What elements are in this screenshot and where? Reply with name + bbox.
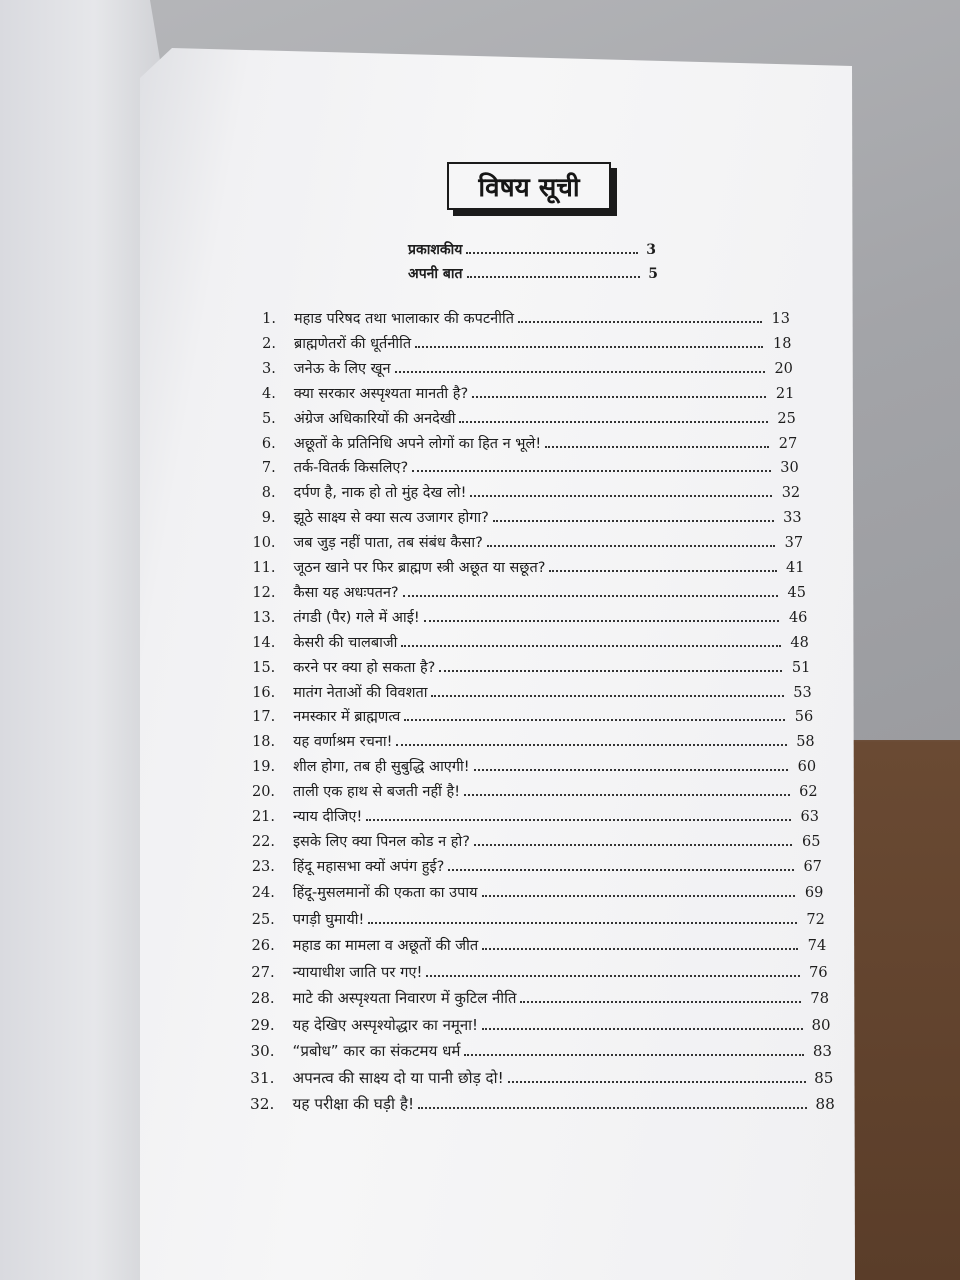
toc-entry-page: 32 [781,485,801,502]
toc-entry-number: 13. [252,609,276,626]
toc-entry-page: 20 [774,360,793,377]
toc-entry[interactable] [245,988,830,1008]
toc-entry[interactable] [245,1041,833,1061]
toc-entry-number: 18. [252,734,276,751]
toc-entry[interactable] [246,507,802,527]
page-title: विषय सूची [447,162,611,210]
toc-entry-title: न्याय दीजिए! [293,809,363,825]
toc-entry-title: अपनत्व की साक्ष्य दो या पानी छोड़ दो! [292,1068,504,1087]
toc-entry-number: 14. [252,634,276,651]
toc-entry-title: हिंदू-मुसलमानों की एकता का उपाय [292,885,478,902]
toc-entry-title: अछूतों के प्रतिनिधि अपने लोगों का हित न भूले! [293,435,542,452]
toc-entry[interactable] [245,706,813,726]
toc-entry-page: 41 [786,560,805,576]
toc-entry-number: 21. [251,809,275,825]
toc-entry-number: 20. [251,784,276,801]
toc-entry-page: 13 [771,311,790,327]
toc-entry-page: 48 [790,634,809,651]
toc-entry-page: 62 [799,784,818,801]
toc-entry-title: यह परीक्षा की घड़ी है! [292,1095,415,1114]
toc-entry-title: करने पर क्या हो सकता है? [293,659,436,676]
toc-entry-number: 24. [251,885,275,902]
toc-entry-number: 9. [261,510,276,527]
toc-entry-page: 56 [794,709,814,726]
toc-entry[interactable] [246,532,804,552]
dot-leader [520,992,801,1003]
toc-entry-number: 11. [252,560,276,576]
toc-entry[interactable] [245,731,815,751]
toc-entry-title: केसरी की चालबाजी [293,634,398,651]
toc-entry-page: 76 [808,963,828,981]
dot-leader [439,661,782,672]
toc-entry-number: 26. [251,937,275,955]
toc-entry-title: क्या सरकार अस्पृश्यता मानती है? [293,385,469,402]
dot-leader [466,242,638,254]
dot-leader [467,266,640,278]
toc-entry-page: 53 [793,684,812,701]
dot-leader [472,387,766,398]
toc-entry-title: ब्राह्मणेतरों की धूर्तनीति [293,335,412,352]
dot-leader [493,511,774,522]
dot-leader [474,760,789,771]
dot-leader [415,337,763,348]
toc-entry-number: 17. [252,709,276,726]
toc-entry[interactable] [245,582,806,602]
toc-entry[interactable] [246,308,790,328]
toc-entry-title: न्यायाधीश जाति पर गए! [292,963,423,981]
toc-entry-title: ताली एक हाथ से बजती नहीं है! [293,784,461,801]
toc-entry[interactable] [246,482,801,502]
toc-entry[interactable] [246,358,793,378]
toc-entry[interactable] [245,607,807,627]
toc-entry-page: 27 [778,435,798,452]
toc-entry-page: 63 [800,809,819,825]
dot-leader [395,362,765,373]
toc-entry-title: झूठे साक्ष्य से क्या सत्य उजागर होगा? [293,510,489,527]
toc-entry-title: हिंदू महासभा क्यों अपंग हुई? [292,858,445,875]
toc-entry-page: 58 [796,734,815,751]
toc-entry-number: 4. [262,385,276,402]
toc-entry[interactable] [245,682,812,702]
dot-leader [403,586,778,597]
toc-entry-number: 7. [261,460,276,477]
toc-entry-page: 83 [812,1042,833,1061]
toc-entry[interactable] [245,632,809,652]
toc-entry-title: नमस्कार में ब्राह्मणत्व [293,709,401,726]
toc-entry-page: 46 [788,609,808,626]
toc-entry-page: 85 [814,1068,834,1087]
toc-entry[interactable] [245,756,816,776]
toc-entry[interactable] [246,383,795,403]
toc-entry-page: 21 [775,385,795,402]
toc-entry-number: 6. [261,435,276,452]
toc-entry-page: 18 [772,335,792,352]
toc-entry-number: 22. [251,833,275,850]
toc-entry-title: अंग्रेज अधिकारियों की अनदेखी [293,410,456,427]
toc-entry-number: 16. [252,684,276,701]
toc-entry-page: 25 [777,410,796,427]
dot-leader [464,1045,804,1056]
toc-entry[interactable] [245,909,825,929]
front-matter-label: अपनी बात [408,266,463,282]
toc-entry[interactable] [245,781,818,801]
dot-leader [459,412,767,423]
dot-leader [426,966,799,977]
toc-entry-title: जब जुड़ नहीं पाता, तब संबंध कैसा? [293,535,483,552]
toc-entry[interactable] [245,1068,834,1088]
toc-entry-page: 80 [811,1015,831,1034]
dot-leader [431,686,783,697]
dot-leader [482,939,798,950]
dot-leader [368,913,797,924]
toc-entry-number: 29. [250,1015,275,1034]
dot-leader [549,561,776,572]
toc-entry-page: 74 [807,937,827,955]
dot-leader [482,1019,803,1030]
toc-entry[interactable] [245,935,827,955]
toc-entry-number: 32. [250,1095,275,1114]
toc-entry-page: 33 [783,510,802,527]
toc-entry-title: इसके लिए क्या पिनल कोड न हो? [292,833,470,850]
toc-entry-title: तर्क-वितर्क किसलिए? [293,460,409,477]
toc-entry-number: 28. [251,989,275,1008]
toc-entry[interactable] [246,433,798,453]
toc-entry-number: 27. [251,963,275,981]
toc-entry[interactable] [245,882,824,902]
toc-entry-page: 30 [780,460,799,477]
dot-leader [418,1098,807,1109]
toc-entry[interactable] [245,657,810,677]
toc-entry-page: 67 [803,858,822,875]
dot-leader [518,312,762,323]
toc-entry-title: पगड़ी घुमायी! [292,911,365,928]
toc-entry-title: महाड का मामला व अछूतों की जीत [292,937,479,955]
toc-entry[interactable] [245,1015,831,1035]
toc-entry-title: मातंग नेताओं की विवशता [293,684,428,701]
toc-entry[interactable] [245,856,822,876]
toc-entry-title: यह वर्णाश्रम रचना! [293,734,393,751]
dot-leader [412,461,771,472]
dot-leader [464,785,789,796]
toc-entry-number: 30. [250,1042,275,1061]
toc-entry-number: 5. [261,410,276,427]
toc-entry-title: तंगडी (पैर) गले में आई! [293,609,420,626]
toc-entry-title: जूठन खाने पर फिर ब्राह्मण स्त्री अछूत या सछूत? [293,560,546,576]
toc-entry-page: 45 [787,584,806,601]
toc-entry-page: 88 [815,1095,835,1114]
dot-leader [424,611,780,622]
toc-entry[interactable] [246,557,805,577]
dot-leader [404,710,785,721]
toc-entry-number: 1. [262,311,276,327]
toc-entry-title: यह देखिए अस्पृश्योद्धार का नमूना! [292,1015,479,1034]
toc-entry[interactable] [246,333,792,353]
toc-entry[interactable] [245,962,828,982]
toc-entry-number: 23. [251,858,275,875]
toc-entry-title: शील होगा, तब ही सुबुद्धि आएगी! [293,759,470,776]
toc-entry-title: महाड परिषद तथा भालाकार की कपटनीति [294,311,514,327]
dot-leader [470,486,772,497]
toc-entry-title: माटे की अस्पृश्यता निवारण में कुटिल नीति [292,989,517,1008]
dot-leader [487,536,775,547]
front-matter-item [408,264,658,283]
dot-leader [508,1072,806,1083]
toc-entry-number: 2. [262,335,276,352]
toc-entry-page: 37 [784,535,804,552]
toc-entry-number: 19. [252,759,276,776]
front-matter-page: 5 [648,266,658,282]
toc-entry-page: 51 [791,659,811,676]
toc-entry-page: 78 [810,989,830,1008]
dot-leader [448,860,794,871]
front-matter-page: 3 [646,242,656,258]
toc-entry-number: 10. [252,535,276,552]
front-matter-label: प्रकाशकीय [408,242,463,258]
dot-leader [545,437,769,448]
toc-entry[interactable] [245,831,821,851]
toc-entry-page: 72 [806,911,825,928]
toc-entry[interactable] [246,408,796,428]
toc-entry-number: 15. [252,659,276,676]
toc-entry[interactable] [245,806,819,826]
front-matter-item [408,240,656,259]
toc-entry-page: 69 [804,885,824,902]
toc-entry-number: 31. [250,1068,275,1087]
toc-entry-page: 60 [797,759,817,776]
toc-entry-title: कैसा यह अधःपतन? [293,584,399,601]
toc-entry-title: “प्रबोध” कार का संकटमय धर्म [292,1042,461,1061]
toc-entry-number: 25. [251,911,275,928]
dot-leader [396,735,786,746]
toc-entry-number: 3. [262,360,276,377]
toc-entry-number: 8. [261,485,276,502]
toc-entry[interactable] [244,1094,835,1114]
toc-entry-number: 12. [252,584,276,601]
toc-entry-title: जनेऊ के लिए खून [293,360,391,377]
dot-leader [474,835,793,846]
toc-entry[interactable] [246,457,799,477]
dot-leader [401,636,780,647]
dot-leader [482,886,796,897]
toc-entry-title: दर्पण है, नाक हो तो मुंह देख लो! [293,485,467,502]
toc-entry-page: 65 [801,833,821,850]
dot-leader [366,810,791,821]
